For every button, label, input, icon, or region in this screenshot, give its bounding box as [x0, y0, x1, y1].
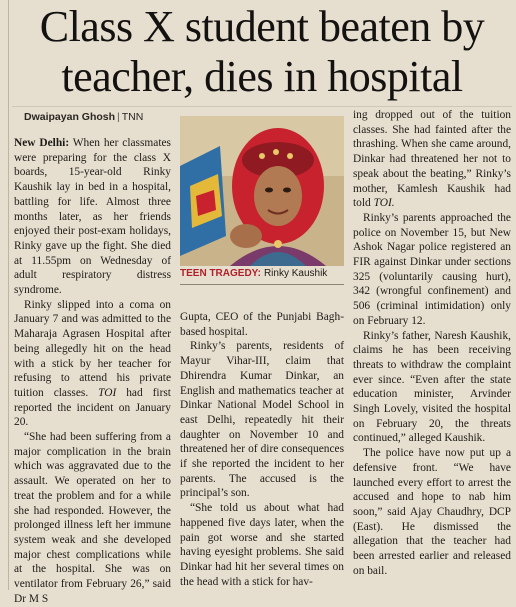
photo-caption [180, 268, 344, 279]
paragraph-text: Rinky’s parents approached the police on November 15, but New Ashok Nagar police registered an FIR against Dinkar under sections 325 (voluntarily causing hurt), 342 (wrongful confinement) and 506 (criminal intimidation) only on February 12. [353, 211, 511, 327]
article-column-2 [180, 310, 344, 589]
caption-rule [180, 284, 344, 285]
article-column-1 [14, 136, 171, 607]
caption-tag: TEEN TRAGEDY: [180, 268, 261, 279]
column-divider-edge [0, 0, 9, 590]
paragraph-text: Rinky’s parents, residents of Mayur Vihar-III, claim that Dhirendra Kumar Dinkar, an English and mathematics teacher at Dinkar National Model School in east Delhi, repeatedly hit their daughter on November 10 and threatened her of dire consequences if she reported the incident to her parents. The accused is the principal’s son. [180, 340, 344, 500]
article-photo [180, 116, 344, 266]
paragraph-text: The police have now put up a defensive front. “We have launched every effort to arrest the accused and hope to nab him soon,” said Ajay Chaudhry, DCP (East). He dismissed the allegation that the teacher had been arrested earlier and released on bail. [353, 447, 511, 577]
article-column-3 [353, 108, 511, 579]
byline-source: TNN [121, 111, 144, 123]
paragraph [180, 310, 344, 339]
headline: Class X student beaten by teacher, dies in hospital [39, 2, 485, 101]
paragraph-text: Rinky slipped into a coma on January 7 and was admitted to the Maharaja Agrasen Hospital after being allegedly hit on the head with a stick by her teacher for refusing to attend his private tuition classes. [14, 298, 171, 399]
paragraph-text: “She told us about what had happened five days later, when the pain got worse and she started having eyesight problems. She said Dinkar had hit her several times on the head with a stick for hav- [180, 502, 344, 588]
byline [24, 111, 143, 123]
dateline: New Delhi: [14, 137, 70, 149]
paragraph [353, 329, 511, 447]
paragraph-text: Gupta, CEO of the Punjabi Bagh-based hospital. [180, 311, 344, 338]
photo-rinky-kaushik [180, 116, 344, 266]
paragraph-text: Rinky’s father, Naresh Kaushik, claims he has been receiving threats to withdraw the complaint ever since. “Even after the state education minister, Arvinder Singh Lovely, visited the hospital on February 20, the threats continued,” alleged Kaushik. [353, 329, 511, 445]
paragraph [180, 339, 344, 501]
paragraph-text: When her classmates were preparing for the class X boards, 15-year-old Rinky Kaushik lay in bed in a hospital, battling for life. Almost three months later, as her friends enjoyed their post-exam holidays, Rinky gave up the fight. She died at 11.55pm on Wednesday of adult respiratory distress syndrome. [14, 137, 171, 297]
paragraph [353, 211, 511, 329]
paragraph-text: “She had been suffering from a major complication in the brain which was aggravated due to the assault. We operated on her to treat the problem and for a while she had responded. However, the prolonged illness left her immune system weak and she developed major chest complications while at the hospital. She was on ventilator from February 26,” said Dr M S [14, 431, 171, 605]
caption-name: Rinky Kaushik [263, 268, 328, 279]
byline-separator: | [117, 111, 120, 123]
paragraph-text: ing dropped out of the tuition classes. She had fainted after the thrashing. When she came around, Dinkar had threatened her not to speak about the beating,” Rinky’s mother, Kamlesh Kaushik had told [353, 109, 511, 210]
toi-mention: TOI [98, 386, 117, 399]
paragraph [353, 108, 511, 211]
byline-author: Dwaipayan Ghosh [24, 111, 116, 123]
toi-mention: TOI. [373, 197, 395, 210]
paragraph [353, 446, 511, 578]
paragraph [180, 501, 344, 589]
paragraph [14, 298, 171, 430]
paragraph-text: had first reported the incident on January 20. [14, 386, 171, 429]
paragraph [14, 136, 171, 298]
headline-rule [12, 106, 512, 107]
paragraph [14, 430, 171, 606]
